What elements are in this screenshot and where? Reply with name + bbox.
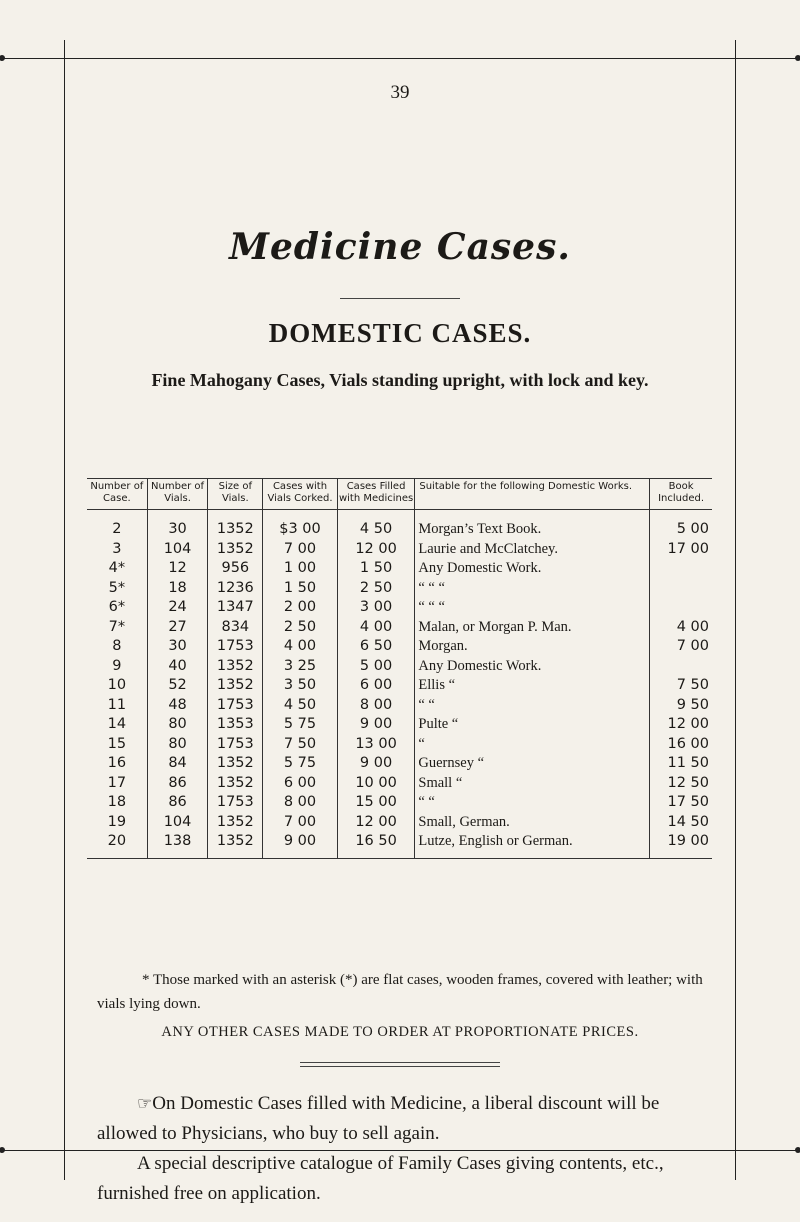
cell-works: Small, German.: [415, 813, 650, 833]
cell-corked: 5 75: [263, 754, 338, 774]
cell-vials: 30: [147, 510, 208, 540]
cell-book: 5 00: [650, 510, 712, 540]
cell-book: 12 00: [650, 715, 712, 735]
header-book-included: Book Included.: [650, 479, 712, 510]
cell-book: 7 50: [650, 676, 712, 696]
table-row: [87, 735, 712, 755]
cell-works: “ “: [415, 696, 650, 716]
cell-book: 16 00: [650, 735, 712, 755]
cell-vials: 27: [147, 618, 208, 638]
cell-works: Small “: [415, 774, 650, 794]
cell-vials: 80: [147, 715, 208, 735]
cell-size: 834: [208, 618, 263, 638]
cell-size: 1753: [208, 735, 263, 755]
table-row: [87, 715, 712, 735]
table-row: [87, 598, 712, 618]
cell-book: 14 50: [650, 813, 712, 833]
corner-dot-top-left: [0, 55, 5, 61]
header-size-of-vials: Size of Vials.: [208, 479, 263, 510]
cell-size: 1353: [208, 715, 263, 735]
cell-filled: 5 00: [337, 657, 415, 677]
cell-corked: 1 50: [263, 579, 338, 599]
cell-case: 19: [107, 813, 127, 830]
cell-vials: 86: [147, 793, 208, 813]
cell-case: 9: [112, 657, 122, 674]
page-number: 39: [390, 82, 410, 103]
double-rule-top: [300, 1062, 500, 1063]
cell-case: 16: [107, 755, 127, 771]
table-row: [87, 510, 712, 540]
cell-filled: 8 00: [337, 696, 415, 716]
cell-size: 1352: [208, 676, 263, 696]
table-row: [87, 793, 712, 813]
cell-vials: 12: [147, 559, 208, 579]
cell-corked: 7 50: [263, 735, 338, 755]
table-row: [87, 559, 712, 579]
table-row: [87, 618, 712, 638]
cell-case: 15: [107, 735, 127, 752]
cell-filled: 4 00: [337, 618, 415, 638]
cell-book: 4 00: [650, 618, 712, 638]
cell-vials: 30: [147, 637, 208, 657]
cell-corked: 4 50: [263, 696, 338, 716]
table-row: [87, 676, 712, 696]
table-row: [87, 696, 712, 716]
frame-left-rule: [64, 40, 65, 1180]
price-table: [87, 478, 712, 859]
cell-case: 7*: [108, 618, 126, 635]
cell-corked: 2 50: [263, 618, 338, 638]
table-row: [87, 754, 712, 774]
cell-case: 8: [112, 638, 122, 654]
cell-size: 1352: [208, 657, 263, 677]
cell-vials: 84: [147, 754, 208, 774]
cell-works: Malan, or Morgan P. Man.: [415, 618, 650, 638]
cell-book: 11 50: [650, 754, 712, 774]
cell-corked: 1 00: [263, 559, 338, 579]
cell-vials: 18: [147, 579, 208, 599]
cell-size: 1753: [208, 637, 263, 657]
cell-size: 1352: [208, 832, 263, 858]
cell-filled: 10 00: [337, 774, 415, 794]
cell-corked: 7 00: [263, 540, 338, 560]
cell-works: Laurie and McClatchey.: [415, 540, 650, 560]
cell-case: 11: [107, 696, 127, 713]
cell-case: 6*: [108, 599, 126, 615]
cell-size: 1236: [208, 579, 263, 599]
order-notice: ANY OTHER CASES MADE TO ORDER AT PROPORTIONATE PRICES.: [161, 1024, 639, 1040]
double-rule-bottom: [300, 1066, 500, 1067]
cell-vials: 138: [147, 832, 208, 858]
corner-dot-bottom-left: [0, 1147, 5, 1153]
corner-dot-bottom-right: [795, 1147, 800, 1153]
cell-size: 1352: [208, 774, 263, 794]
cell-vials: 104: [147, 540, 208, 560]
cell-corked: 2 00: [263, 598, 338, 618]
pointing-hand-icon: ☞: [137, 1094, 153, 1113]
cell-filled: 2 50: [337, 579, 415, 599]
cell-corked: 4 00: [263, 637, 338, 657]
cell-size: 956: [208, 559, 263, 579]
cell-size: 1753: [208, 793, 263, 813]
cell-works: Morgan.: [415, 637, 650, 657]
cell-case: 20: [87, 832, 147, 858]
cell-corked: 5 75: [263, 715, 338, 735]
cell-filled: 15 00: [337, 793, 415, 813]
cell-works: “: [415, 735, 650, 755]
table-row: [87, 657, 712, 677]
cell-case: 5*: [108, 579, 126, 596]
cell-corked: 8 00: [263, 793, 338, 813]
table-body: [87, 510, 712, 859]
cell-case: 17: [107, 774, 127, 791]
cell-book: 17 50: [650, 793, 712, 813]
cell-size: 1352: [208, 754, 263, 774]
cell-case: 10: [107, 677, 127, 693]
cell-filled: 16 50: [337, 832, 415, 858]
frame-top-rule: [0, 58, 800, 59]
cell-book: [650, 598, 712, 618]
cell-filled: 12 00: [337, 813, 415, 833]
cell-corked: 9 00: [263, 832, 338, 858]
cell-works: Ellis “: [415, 676, 650, 696]
cell-filled: 4 50: [337, 510, 415, 540]
cell-works: Any Domestic Work.: [415, 657, 650, 677]
corner-dot-top-right: [795, 55, 800, 61]
cell-size: 1352: [208, 510, 263, 540]
cell-book: 7 00: [650, 637, 712, 657]
cell-vials: 80: [147, 735, 208, 755]
cell-vials: 48: [147, 696, 208, 716]
cell-works: Pulte “: [415, 715, 650, 735]
cell-vials: 40: [147, 657, 208, 677]
cell-filled: 1 50: [337, 559, 415, 579]
header-suitable-works: Suitable for the following Domestic Works.: [415, 479, 650, 510]
header-cases-corked: Cases with Vials Corked.: [263, 479, 338, 510]
cell-works: Morgan’s Text Book.: [415, 510, 650, 540]
cell-case: 3: [112, 540, 122, 557]
cell-case: 18: [107, 794, 127, 810]
table-row: [87, 832, 712, 858]
cell-filled: 13 00: [337, 735, 415, 755]
cell-size: 1352: [208, 813, 263, 833]
header-cases-filled: Cases Filled with Medicines: [337, 479, 415, 510]
section-heading: DOMESTIC CASES.: [268, 318, 532, 348]
cell-filled: 3 00: [337, 598, 415, 618]
cell-filled: 6 00: [337, 676, 415, 696]
cell-filled: 9 00: [337, 754, 415, 774]
cell-size: 1753: [208, 696, 263, 716]
cell-vials: 52: [147, 676, 208, 696]
cell-size: 1347: [208, 598, 263, 618]
cell-case: 2: [112, 521, 122, 537]
cell-filled: 6 50: [337, 637, 415, 657]
frame-right-rule: [735, 40, 736, 1180]
cell-book: 12 50: [650, 774, 712, 794]
title-divider: [340, 298, 460, 299]
cell-corked: $3 00: [263, 510, 338, 540]
cell-works: Guernsey “: [415, 754, 650, 774]
discount-text: On Domestic Cases filled with Medicine, a liberal discount will be allowed to Physicians, who buy to sell again.: [97, 1093, 660, 1144]
discount-paragraph: [97, 1089, 719, 1149]
section-description: Fine Mahogany Cases, Vials standing upright, with lock and key.: [151, 370, 649, 390]
cell-works: “ “ “: [415, 579, 650, 599]
cell-corked: 7 00: [263, 813, 338, 833]
cell-filled: 12 00: [337, 540, 415, 560]
cell-vials: 24: [147, 598, 208, 618]
cell-corked: 3 50: [263, 676, 338, 696]
cell-works: “ “ “: [415, 598, 650, 618]
cell-filled: 9 00: [337, 715, 415, 735]
cell-corked: 6 00: [263, 774, 338, 794]
cell-case: 4*: [108, 560, 126, 576]
table-row: [87, 540, 712, 560]
table-row: [87, 813, 712, 833]
cell-works: Any Domestic Work.: [415, 559, 650, 579]
table-header-row: [87, 479, 712, 510]
table-row: [87, 637, 712, 657]
header-number-of-vials: Number of Vials.: [147, 479, 208, 510]
cell-book: 19 00: [650, 832, 712, 858]
cell-vials: 104: [147, 813, 208, 833]
catalogue-paragraph: A special descriptive catalogue of Family Cases giving contents, etc., furnished free on application.: [97, 1153, 664, 1204]
cell-book: 9 50: [650, 696, 712, 716]
cell-case: 14: [107, 716, 127, 732]
cell-vials: 86: [147, 774, 208, 794]
cell-corked: 3 25: [263, 657, 338, 677]
footnote: * Those marked with an asterisk (*) are flat cases, wooden frames, covered with leather; with vials lying down.: [97, 972, 703, 1012]
cell-book: 17 00: [650, 540, 712, 560]
cell-book: [650, 657, 712, 677]
cell-size: 1352: [208, 540, 263, 560]
cell-book: [650, 579, 712, 599]
table-row: [87, 579, 712, 599]
cell-works: Lutze, English or German.: [415, 832, 650, 858]
header-number-of-case: Number of Case.: [87, 479, 147, 510]
page-title: Medicine Cases.: [229, 226, 571, 268]
cell-book: [650, 559, 712, 579]
table-row: [87, 774, 712, 794]
cell-works: “ “: [415, 793, 650, 813]
